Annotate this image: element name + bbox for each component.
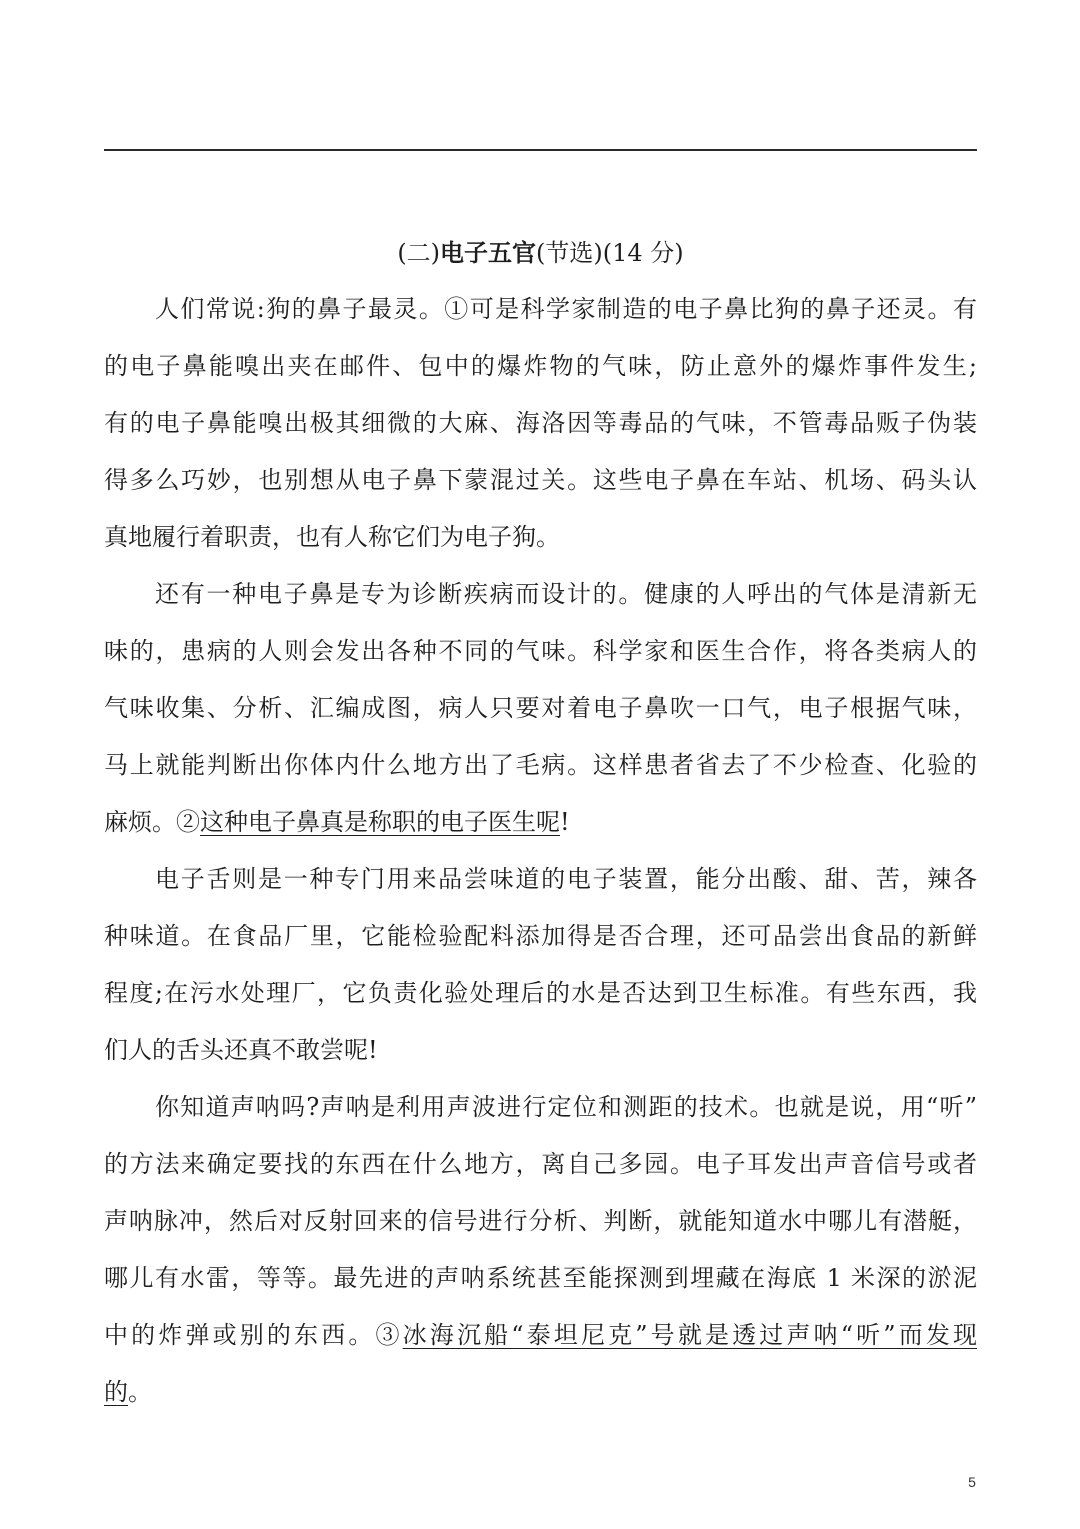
- paragraph-1: [104, 281, 977, 566]
- underlined-sentence: 冰海沉船“泰坦尼克”号就是透过声呐“听”而发现: [402, 1321, 977, 1349]
- paragraph-line: 声呐脉冲，然后对反射回来的信号进行分析、判断，就能知道水中哪儿有潜艇，: [104, 1207, 977, 1235]
- section-title: [104, 224, 977, 281]
- paragraph-3: [104, 851, 977, 1079]
- paragraph-line: 电子舌则是一种专门用来品尝味道的电子装置，能分出酸、甜、苦，辣各: [155, 865, 977, 893]
- section-title-text: 电子五官: [440, 238, 537, 267]
- section-number: (二): [397, 239, 441, 267]
- article: [104, 224, 977, 1421]
- underlined-sentence: 这种电子鼻真是称职的电子医生呢: [200, 808, 560, 836]
- paragraph-line: 们人的舌头还真不敢尝呢!: [104, 1036, 378, 1064]
- section-title-note: (节选)(14 分): [536, 239, 684, 267]
- paragraph-line: 马上就能判断出你体内什么地方出了毛病。这样患者省去了不少检查、化验的: [104, 751, 977, 779]
- paragraph-line: 哪儿有水雷，等等。最先进的声呐系统甚至能探测到埋藏在海底 1 米深的淤泥: [104, 1264, 977, 1292]
- paragraph-line: 气味收集、分析、汇编成图，病人只要对着电子鼻吹一口气，电子根据气味，: [104, 694, 977, 722]
- paragraph-line: 的方法来确定要找的东西在什么地方，离自己多园。电子耳发出声音信号或者: [104, 1150, 977, 1178]
- page-number: 5: [968, 1474, 976, 1490]
- paragraph-line: 还有一种电子鼻是专为诊断疾病而设计的。健康的人呼出的气体是清新无: [155, 580, 977, 608]
- paragraph-line: 有的电子鼻能嗅出极其细微的大麻、海洛因等毒品的气味，不管毒品贩子伪装: [104, 409, 977, 437]
- paragraph-line: 的。: [104, 1378, 152, 1406]
- underlined-sentence: 的: [104, 1378, 128, 1406]
- paragraph-line: 得多么巧妙，也别想从电子鼻下蒙混过关。这些电子鼻在车站、机场、码头认: [104, 466, 977, 494]
- paragraph-line: 程度;在污水处理厂，它负责化验处理后的水是否达到卫生标准。有些东西，我: [104, 979, 977, 1007]
- paragraph-line: 麻烦。②这种电子鼻真是称职的电子医生呢!: [104, 808, 570, 836]
- paragraph-line: 种味道。在食品厂里，它能检验配料添加得是否合理，还可品尝出食品的新鲜: [104, 922, 977, 950]
- header-rule: [104, 149, 977, 151]
- article-body: [104, 281, 977, 1421]
- paragraph-line: 中的炸弹或别的东西。③冰海沉船“泰坦尼克”号就是透过声呐“听”而发现: [104, 1321, 977, 1349]
- paragraph-line: 你知道声呐吗?声呐是利用声波进行定位和测距的技术。也就是说，用“听”: [155, 1093, 977, 1121]
- paragraph-2: [104, 566, 977, 851]
- paragraph-line: 味的，患病的人则会发出各种不同的气味。科学家和医生合作，将各类病人的: [104, 637, 977, 665]
- paragraph-4: [104, 1079, 977, 1421]
- paragraph-line: 真地履行着职责，也有人称它们为电子狗。: [104, 523, 560, 551]
- paragraph-line: 人们常说:狗的鼻子最灵。①可是科学家制造的电子鼻比狗的鼻子还灵。有: [155, 295, 977, 323]
- paragraph-line: 的电子鼻能嗅出夹在邮件、包中的爆炸物的气味，防止意外的爆炸事件发生;: [104, 352, 977, 380]
